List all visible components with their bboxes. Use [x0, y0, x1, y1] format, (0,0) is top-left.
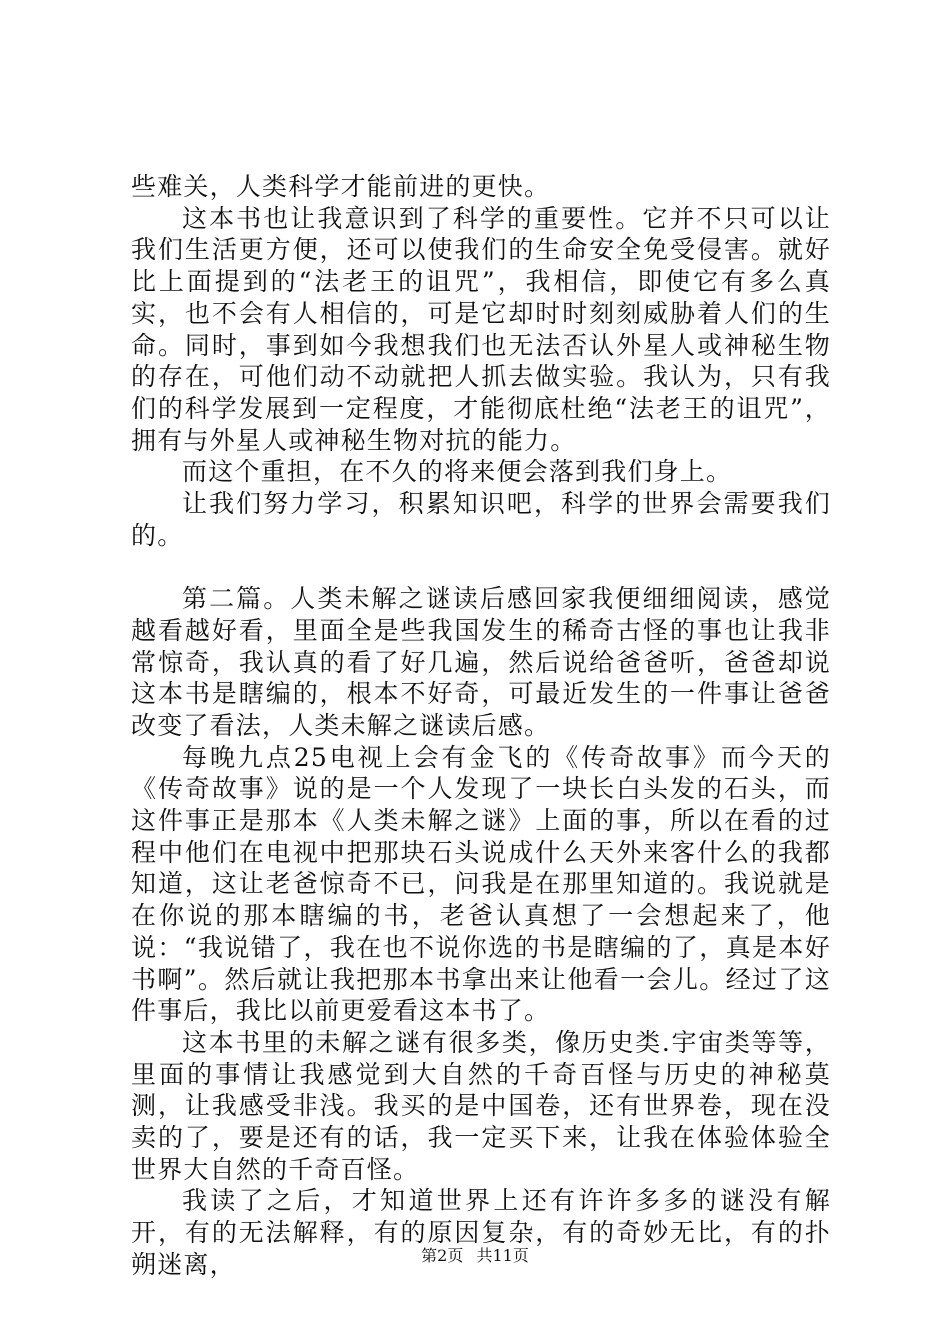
paragraph: 第二篇。人类未解之谜读后感回家我便细细阅读，感觉越看越好看，里面全是些我国发生的稀奇古怪的事也让我非常惊奇，我认真的看了好几遍，然后说给爸爸听，爸爸却说这本书是瞎编的，根本不好奇，可最近发生的一件事让爸爸改变了看法，人类未解之谜读后感。	[131, 584, 831, 740]
paragraph: 些难关，人类科学才能前进的更快。	[131, 172, 551, 201]
paragraph: 这本书也让我意识到了科学的重要性。它并不只可以让我们生活更方便，还可以使我们的生命安全免受侵害。就好比上面提到的“法老王的诅咒”，我相信，即使它有多么真实，也不会有人相信的，可是它却时时刻刻威胁着人们的生命。同时，事到如今我想我们也无法否认外星人或神秘生物的存在，可他们动不动就把人抓去做实验。我认为，只有我们的科学发展到一定程度，才能彻底杜绝“法老王的诅咒”，拥有与外星人或神秘生物对抗的能力。	[131, 203, 831, 455]
page-footer	[0, 1243, 950, 1266]
paragraph: 我读了之后，才知道世界上还有许许多多的谜没有解开，有的无法解释，有的原因复杂，有的奇妙无比，有的扑朔迷离，	[131, 1186, 831, 1279]
paragraph: 每晚九点25电视上会有金飞的《传奇故事》而今天的《传奇故事》说的是一个人发现了一块长白头发的石头，而这件事正是那本《人类未解之谜》上面的事，所以在看的过程中他们在电视中把那块石头说成什么天外来客什么的我都知道，这让老爸惊奇不已，问我是在那里知道的。我说就是在你说的那本瞎编的书，老爸认真想了一会想起来了，他说：“我说错了，我在也不说你选的书是瞎编的了，真是本好书啊”。然后就让我把那本书拿出来让他看一会儿。经过了这件事后，我比以前更爱看这本书了。	[131, 742, 831, 1026]
page-total: 共11页	[476, 1246, 529, 1265]
paragraph: 让我们努力学习，积累知识吧，科学的世界会需要我们的。	[131, 489, 831, 550]
page-number: 第2页	[421, 1246, 464, 1265]
document-body	[131, 171, 831, 1281]
paragraph: 这本书里的未解之谜有很多类，像历史类.宇宙类等等，里面的事情让我感觉到大自然的千奇百怪与历史的神秘莫测，让我感受非浅。我买的是中国卷，还有世界卷，现在没卖的了，要是还有的话，我一定买下来，让我在体验体验全世界大自然的千奇百怪。	[131, 1027, 831, 1184]
paragraph: 而这个重担，在不久的将来便会落到我们身上。	[182, 457, 733, 487]
